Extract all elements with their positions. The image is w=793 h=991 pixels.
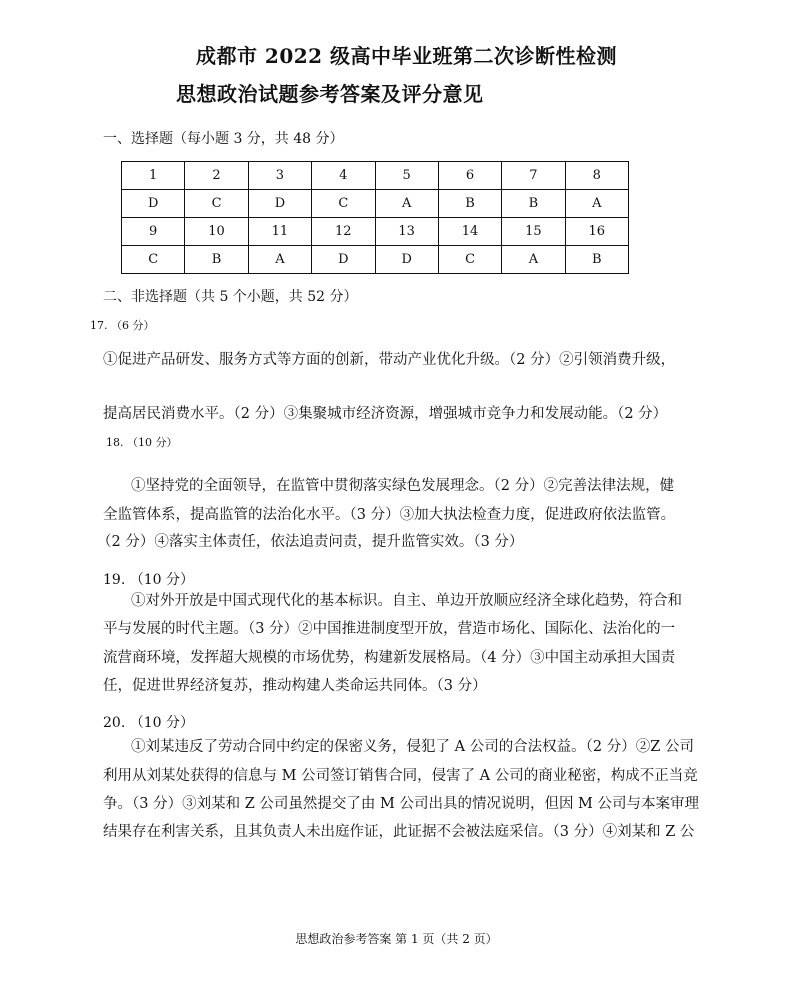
q20-line-3: 争。（3 分）③刘某和 Z 公司虽然提交了由 M 公司出具的情况说明，但因 M 公司与本案审理 — [103, 796, 700, 812]
question-number-cell: 12 — [312, 218, 375, 246]
question-number-cell: 15 — [502, 218, 565, 246]
q18-line-1: ①坚持党的全面领导，在监管中贯彻落实绿色发展理念。（2 分）②完善法律法规，健 — [131, 478, 675, 494]
answer-cell: D — [312, 246, 375, 274]
question-number-cell: 7 — [502, 162, 565, 190]
q17-line-1: ①促进产品研发、服务方式等方面的创新，带动产业优化升级。（2 分）②引领消费升级， — [103, 352, 676, 368]
q19-label: 19. （10 分） — [103, 572, 194, 588]
answer-table — [121, 161, 629, 274]
answer-cell: A — [375, 190, 438, 218]
q18-label: 18. （10 分） — [106, 436, 178, 449]
question-number-cell: 5 — [375, 162, 438, 190]
section-1-heading: 一、选择题（每小题 3 分，共 48 分） — [103, 131, 344, 147]
question-number-cell: 1 — [122, 162, 185, 190]
question-number-row — [122, 162, 629, 190]
page-footer: 思想政治参考答案 第 1 页（共 2 页） — [295, 932, 498, 946]
question-number-cell: 13 — [375, 218, 438, 246]
q19-line-1: ①对外开放是中国式现代化的基本标识。自主、单边开放顺应经济全球化趋势，符合和 — [131, 593, 682, 609]
answer-row — [122, 246, 629, 274]
q20-line-4: 结果存在利害关系，且其负责人未出庭作证，此证据不会被法庭采信。（3 分）④刘某和 Z 公 — [103, 824, 695, 840]
q20-line-1: ①刘某违反了劳动合同中约定的保密义务，侵犯了 A 公司的合法权益。（2 分）②Z 公司 — [131, 739, 694, 755]
question-number-row — [122, 218, 629, 246]
answer-cell: D — [122, 190, 185, 218]
q19-line-4: 任，促进世界经济复苏，推动构建人类命运共同体。（3 分） — [103, 678, 487, 694]
question-number-cell: 8 — [565, 162, 628, 190]
answer-cell: A — [248, 246, 311, 274]
document-title: 成都市 2022 级高中毕业班第二次诊断性检测 — [195, 44, 618, 68]
answer-cell: B — [502, 190, 565, 218]
q20-line-2: 利用从刘某处获得的信息与 M 公司签订销售合同，侵害了 A 公司的商业秘密，构成不正当竞 — [103, 768, 698, 784]
q19-line-3: 流营商环境，发挥超大规模的市场优势，构建新发展格局。（4 分）③中国主动承担大国责 — [103, 650, 676, 666]
answer-cell: B — [438, 190, 501, 218]
section-2-heading: 二、非选择题（共 5 个小题，共 52 分） — [103, 289, 358, 305]
question-number-cell: 14 — [438, 218, 501, 246]
answer-cell: C — [438, 246, 501, 274]
q17-line-2: 提高居民消费水平。（2 分）③集聚城市经济资源，增强城市竞争力和发展动能。（2 分） — [103, 406, 668, 422]
q19-line-2: 平与发展的时代主题。（3 分）②中国推进制度型开放，营造市场化、国际化、法治化的一 — [103, 621, 676, 637]
q18-line-3: （2 分）④落实主体责任，依法追责问责，提升监管实效。（3 分） — [97, 534, 524, 550]
question-number-cell: 4 — [312, 162, 375, 190]
answer-cell: A — [565, 190, 628, 218]
question-number-cell: 9 — [122, 218, 185, 246]
question-number-cell: 2 — [185, 162, 248, 190]
answer-cell: C — [185, 190, 248, 218]
question-number-cell: 3 — [248, 162, 311, 190]
q20-label: 20. （10 分） — [103, 715, 194, 731]
answer-cell: D — [248, 190, 311, 218]
q18-line-2: 全监管体系，提高监管的法治化水平。（3 分）③加大执法检查力度，促进政府依法监管。 — [103, 507, 676, 523]
answer-row — [122, 190, 629, 218]
q17-label: 17. （6 分） — [90, 319, 155, 332]
answer-cell: A — [502, 246, 565, 274]
question-number-cell: 10 — [185, 218, 248, 246]
answer-cell: D — [375, 246, 438, 274]
question-number-cell: 16 — [565, 218, 628, 246]
question-number-cell: 11 — [248, 218, 311, 246]
answer-cell: C — [312, 190, 375, 218]
answer-cell: B — [185, 246, 248, 274]
document-subtitle: 思想政治试题参考答案及评分意见 — [176, 82, 484, 106]
question-number-cell: 6 — [438, 162, 501, 190]
answer-cell: B — [565, 246, 628, 274]
answer-cell: C — [122, 246, 185, 274]
